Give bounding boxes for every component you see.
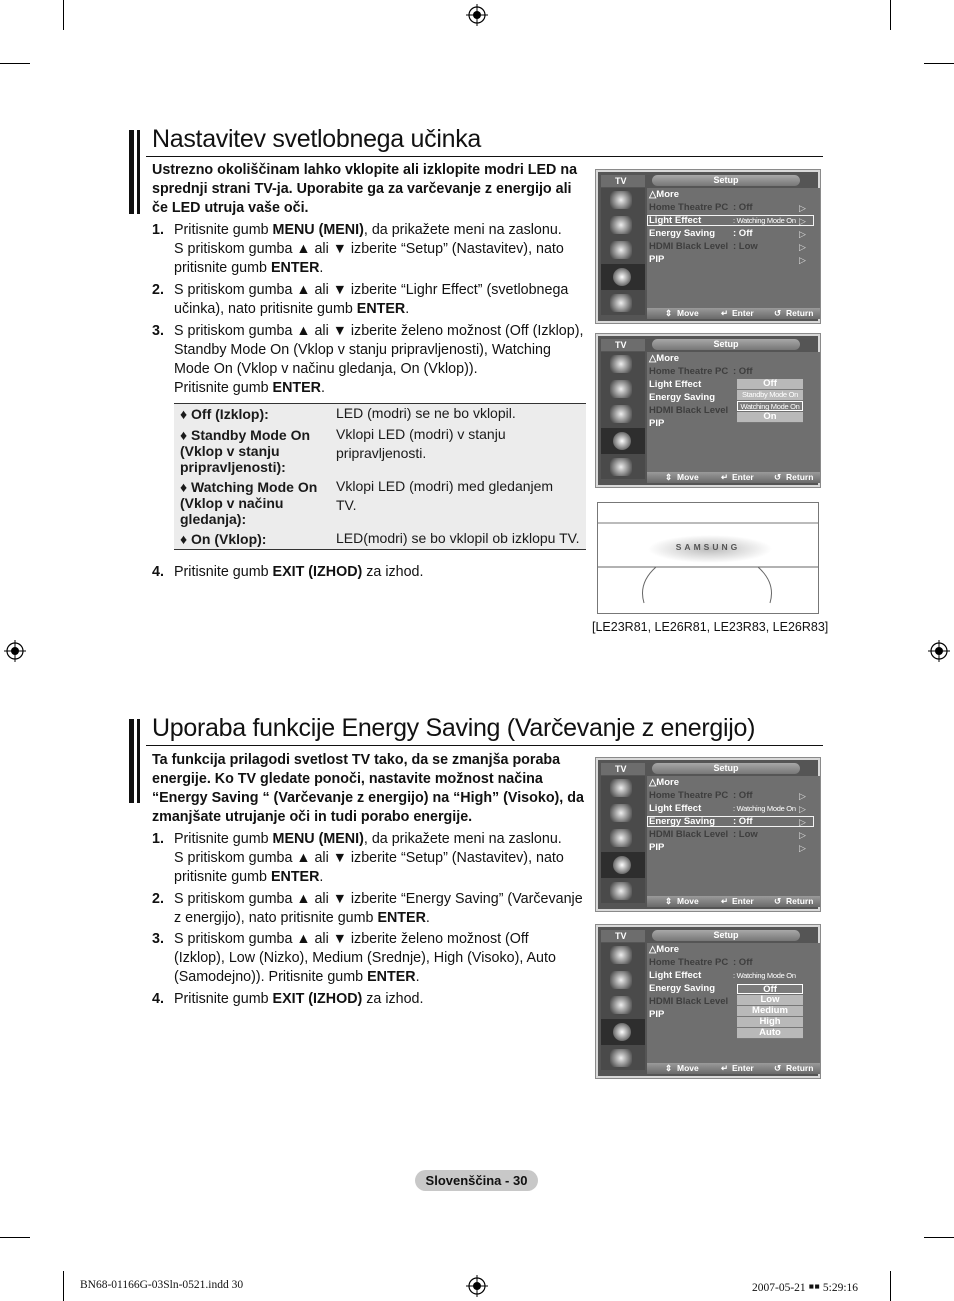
crop-mark (890, 0, 891, 30)
move-icon: ⇕ (665, 1063, 673, 1073)
options-table: ♦ Off (Izklop): LED (modri) se ne bo vklopil. ♦ Standby Mode On (Vklop v stanju pripravljenosti): Vklopi LED (modri) v stanju pripravljenosti. ♦ Watching Mode On (Vklop v načinu gledanja): Vklopi LED (modri) med gledanjem TV. ♦ On (Vklop): LED(modri) se bo vklopil ob izklopu TV. (174, 403, 586, 550)
input-icon (610, 882, 632, 900)
channel-icon (610, 829, 632, 847)
step-1: 1. Pritisnite gumb MENU (MENI), da prikažete meni na zaslonu. S pritiskom gumba ▲ ali ▼ izberite “Setup” (Nastavitev), nato pritisnite gumb ENTER. (152, 831, 564, 885)
section-title: Uporaba funkcije Energy Saving (Varčevanje z energijo) (152, 714, 756, 742)
input-icon (610, 1049, 632, 1067)
step-4: 4. Pritisnite gumb EXIT (IZHOD) za izhod. (152, 991, 424, 1007)
picture-icon (610, 355, 632, 373)
registration-mark-icon (4, 640, 26, 662)
move-icon: ⇕ (665, 472, 673, 482)
print-slug-left: BN68-01166G-03Sln-0521.indd 30 (80, 1279, 244, 1291)
section-marker (129, 719, 134, 803)
setup-icon (601, 852, 645, 878)
arrow-right-icon: ▷ (799, 255, 806, 265)
step-3: 3. S pritiskom gumba ▲ ali ▼ izberite želeno možnost (Off (Izklop), Standby Mode On (Vklop v stanju pripravljenosti), Watching Mode On (Vklop v načinu gledanja, On (Vklop)). Pritisnite gumb ENTER. (152, 323, 584, 396)
sound-icon (610, 971, 632, 989)
crop-mark (0, 63, 30, 64)
osd-sidebar (601, 943, 645, 1070)
crop-mark (63, 0, 64, 30)
crop-mark (0, 1237, 30, 1238)
input-icon (610, 294, 632, 312)
osd-sidebar (601, 352, 645, 479)
arrow-right-icon: ▷ (799, 791, 806, 801)
title-rule (146, 745, 823, 746)
channel-icon (610, 996, 632, 1014)
option-auto[interactable]: Auto (737, 1028, 803, 1039)
option-standby-mode-on[interactable]: Standby Mode On (737, 390, 803, 401)
section-marker (137, 719, 140, 803)
option-off[interactable]: Off (737, 984, 803, 994)
registration-mark-icon (466, 4, 488, 26)
return-icon: ↺ (774, 308, 782, 318)
page-number: Slovenščina - 30 (415, 1170, 538, 1191)
arrow-right-icon: ▷ (799, 229, 806, 239)
section-intro: Ustrezno okoliščinam lahko vklopite ali izklopite modri LED na sprednji strani TV-ja. Uporabite ga za varčevanje z energijo ali če LED utruja vaše oči. (152, 162, 578, 216)
step-1: 1. Pritisnite gumb MENU (MENI), da prikažete meni na zaslonu. S pritiskom gumba ▲ ali ▼ izberite “Setup” (Nastavitev), nato pritisnite gumb ENTER. (152, 222, 564, 276)
enter-icon: ↵ (721, 896, 729, 906)
return-icon: ↺ (774, 472, 782, 482)
setup-icon (601, 428, 645, 454)
brand-logo: SAMSUNG (675, 542, 741, 552)
arrow-right-icon: ▷ (799, 804, 806, 814)
crop-mark (890, 1271, 891, 1301)
crop-mark (924, 1237, 954, 1238)
step-4: 4. Pritisnite gumb EXIT (IZHOD) za izhod. (152, 564, 424, 580)
osd-sidebar (601, 776, 645, 903)
picture-icon (610, 191, 632, 209)
option-watching-mode-on[interactable]: Watching Mode On (737, 401, 803, 411)
move-icon: ⇕ (665, 308, 673, 318)
option-low[interactable]: Low (737, 995, 803, 1006)
section-marker (137, 130, 140, 214)
osd-light-effect-dropdown: TV Setup △More Home Theatre PC : Off Light Effect Energy Saving HDMI Black Level PIP Off Standby Mode On Watching Mode On On ⇕ Move ↵ Enter ↺ Return (595, 333, 821, 488)
osd-energy-saving-dropdown: TV Setup △More Home Theatre PC : Off Light Effect : Watching Mode On Energy Saving HDMI Black Level PIP Off Low Medium High Auto ⇕ Move ↵ Enter ↺ Return (595, 924, 821, 1079)
sound-icon (610, 216, 632, 234)
osd-setup-menu: TV Setup △More Home Theatre PC : Off ▷ Light Effect : Watching Mode On ▷ Energy Saving : Off ▷ HDMI Black Level : Low ▷ PIP ▷ ⇕ Move ↵ Enter ↺ Return (595, 169, 821, 324)
model-caption: [LE23R81, LE26R81, LE23R83, LE26R83] (592, 620, 829, 634)
tv-outline-icon (598, 503, 818, 613)
print-slug-right: 2007-05-21 ￭￭ 5:29:16 (752, 1282, 859, 1294)
step-2: 2. S pritiskom gumba ▲ ali ▼ izberite “Energy Saving” (Varčevanje z energijo), nato pritisnite gumb ENTER. (152, 891, 583, 926)
section-title: Nastavitev svetlobnega učinka (152, 125, 481, 153)
section-intro: Ta funkcija prilagodi svetlost TV tako, da se zmanjša poraba energije. Ko TV gledate ponoči, nastavite možnost načina “Energy Saving “ (Varčevanje z energijo) na “High” (Visoko), da zmanjšate utrujanje oči in tudi porabo energije. (152, 752, 584, 825)
enter-icon: ↵ (721, 1063, 729, 1073)
option-on[interactable]: On (737, 412, 803, 423)
osd-sidebar (601, 188, 645, 315)
osd-footer: ⇕ Move ↵ Enter ↺ Return (647, 896, 820, 907)
channel-icon (610, 241, 632, 259)
registration-mark-icon (466, 1275, 488, 1297)
step-3: 3. S pritiskom gumba ▲ ali ▼ izberite želeno možnost (Off (Izklop), Low (Nizko), Medium (Srednje), High (Visoko), Auto (Samodejno)). Pritisnite gumb ENTER. (152, 931, 556, 985)
sound-icon (610, 380, 632, 398)
osd-footer: ⇕ Move ↵ Enter ↺ Return (647, 472, 820, 483)
arrow-right-icon: ▷ (799, 843, 806, 853)
move-icon: ⇕ (665, 896, 673, 906)
arrow-right-icon: ▷ (799, 203, 806, 213)
enter-icon: ↵ (721, 472, 729, 482)
picture-icon (610, 946, 632, 964)
input-icon (610, 458, 632, 476)
arrow-right-icon: ▷ (799, 830, 806, 840)
return-icon: ↺ (774, 1063, 782, 1073)
channel-icon (610, 405, 632, 423)
return-icon: ↺ (774, 896, 782, 906)
registration-mark-icon (928, 640, 950, 662)
osd-footer: ⇕ Move ↵ Enter ↺ Return (647, 308, 820, 319)
arrow-right-icon: ▷ (799, 817, 806, 827)
option-high[interactable]: High (737, 1017, 803, 1028)
option-off[interactable]: Off (737, 379, 803, 390)
picture-icon (610, 779, 632, 797)
osd-setup-menu: TV Setup △More Home Theatre PC : Off ▷ Light Effect : Watching Mode On ▷ Energy Saving : Off ▷ HDMI Black Level : Low ▷ PIP ▷ ⇕ Move ↵ Enter ↺ Return (595, 757, 821, 912)
setup-icon (601, 1019, 645, 1045)
arrow-right-icon: ▷ (799, 216, 806, 226)
crop-mark (924, 63, 954, 64)
arrow-right-icon: ▷ (799, 242, 806, 252)
section-marker (129, 130, 134, 214)
title-rule (146, 156, 823, 157)
enter-icon: ↵ (721, 308, 729, 318)
crop-mark (63, 1271, 64, 1301)
step-2: 2. S pritiskom gumba ▲ ali ▼ izberite “Lighr Effect” (svetlobnega učinka), nato pritisnite gumb ENTER. (152, 282, 569, 317)
option-medium[interactable]: Medium (737, 1006, 803, 1017)
osd-footer: ⇕ Move ↵ Enter ↺ Return (647, 1063, 820, 1074)
sound-icon (610, 804, 632, 822)
setup-icon (601, 264, 645, 290)
tv-front-illustration (597, 502, 819, 614)
